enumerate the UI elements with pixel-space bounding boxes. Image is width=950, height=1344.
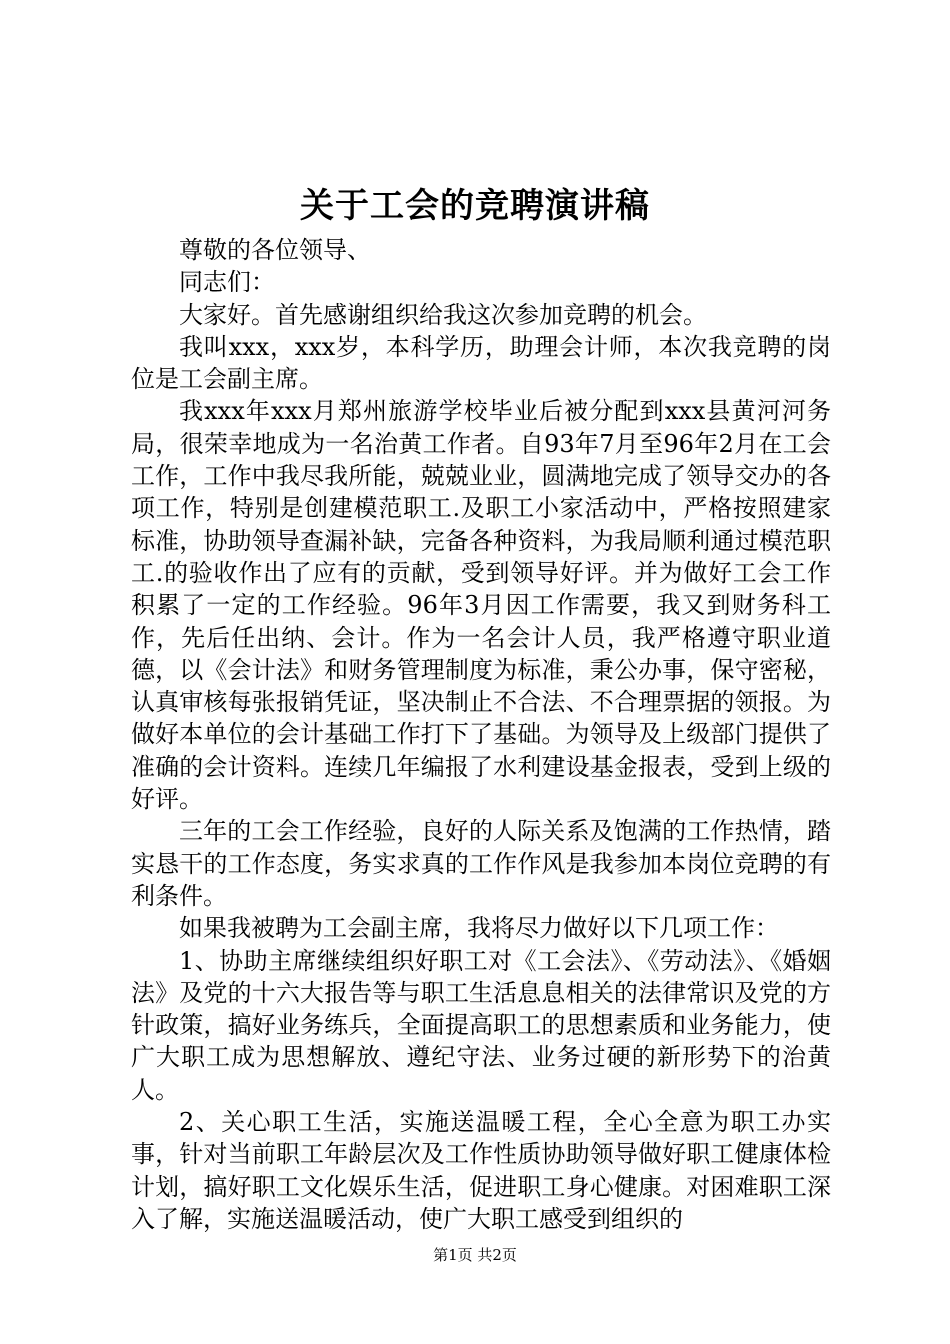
document-title: 关于工会的竞聘演讲稿 bbox=[300, 186, 650, 226]
paragraph-greeting: 大家好。首先感谢组织给我这次参加竞聘的机会。 bbox=[179, 300, 707, 329]
paragraph-qualifications: 三年的工会工作经验，良好的人际关系及饱满的工作热情，踏实恳干的工作态度，务实求真的工作作风是我参加本岗位竞聘的有利条件。 bbox=[131, 817, 831, 910]
paragraph-plan-intro: 如果我被聘为工会副主席，我将尽力做好以下几项工作： bbox=[179, 914, 779, 943]
paragraph-plan-item-2: 2、关心职工生活，实施送温暖工程，全心全意为职工办实事，针对当前职工年龄层次及工作性质协助领导做好职工健康体检计划，搞好职工文化娱乐生活，促进职工身心健康。对困难职工深入了解，实施送温暖活动，使广大职工感受到组织的 bbox=[131, 1108, 831, 1233]
paragraph-work-history: 我xxx年xxx月郑州旅游学校毕业后被分配到xxx县黄河河务局，很荣幸地成为一名治黄工作者。自93年7月至96年2月在工会工作，工作中我尽我所能，兢兢业业，圆满地完成了领导交办的各项工作，特别是创建模范职工.及职工小家活动中，严格按照建家标准，协助领导查漏补缺，完备各种资料，为我局顺利通过模范职工.的验收作出了应有的贡献，受到领导好评。并为做好工会工作积累了一定的工作经验。96年3月因工作需要，我又到财务科工作，先后任出纳、会计。作为一名会计人员，我严格遵守职业道德，以《会计法》和财务管理制度为标准，秉公办事，保守密秘，认真审核每张报销凭证，坚决制止不合法、不合理票据的领报。为做好本单位的会计基础工作打下了基础。为领导及上级部门提供了准确的会计资料。连续几年编报了水利建设基金报表，受到上级的好评。 bbox=[131, 397, 831, 814]
document-body bbox=[131, 234, 831, 1235]
paragraph-plan-item-1: 1、协助主席继续组织好职工对《工会法》、《劳动法》、《婚姻法》及党的十六大报告等与职工生活息息相关的法律常识及党的方针政策，搞好业务练兵，全面提高职工的思想素质和业务能力，使广大职工成为思想解放、遵纪守法、业务过硬的新形势下的治黄人。 bbox=[131, 946, 831, 1104]
paragraph-salutation-2: 同志们： bbox=[179, 268, 275, 297]
paragraph-salutation-1: 尊敬的各位领导、 bbox=[179, 236, 371, 264]
page-number-footer: 第1页 共2页 bbox=[433, 1246, 517, 1264]
paragraph-introduction: 我叫xxx，xxx岁，本科学历，助理会计师，本次我竞聘的岗位是工会副主席。 bbox=[131, 332, 831, 394]
